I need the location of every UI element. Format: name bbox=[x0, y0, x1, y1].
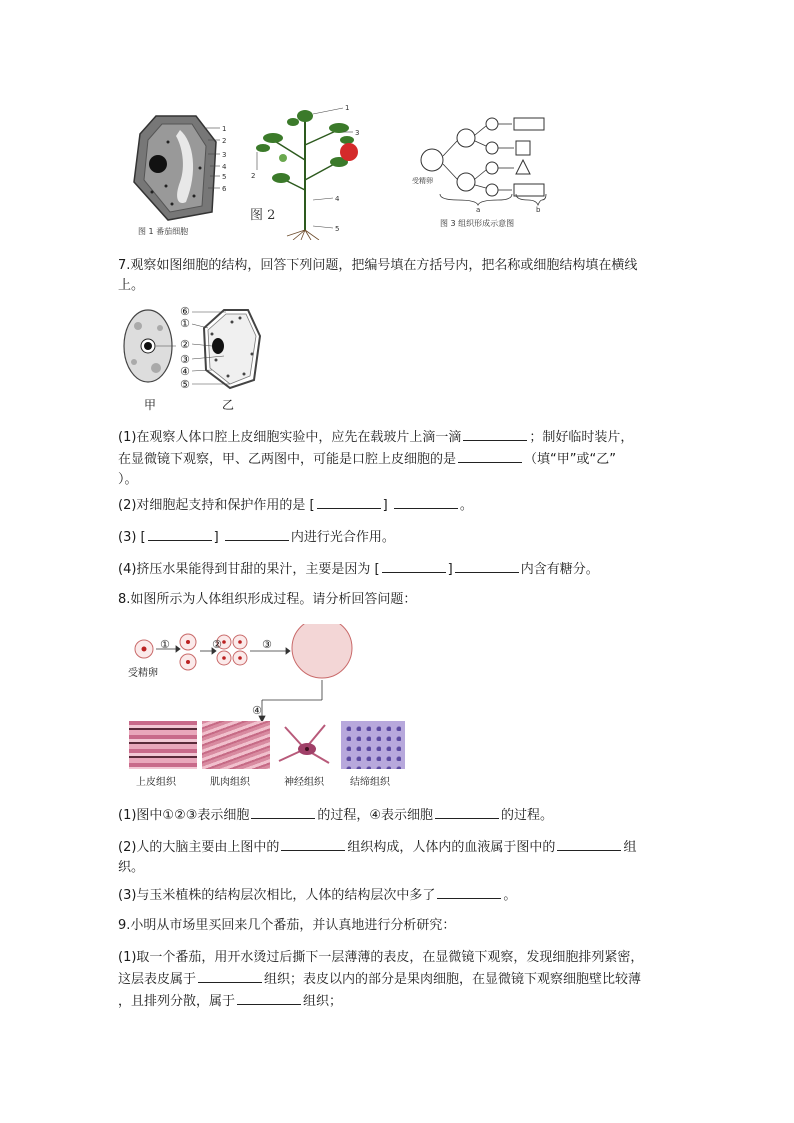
q7-p1-text-d: （填“甲”或“乙” bbox=[524, 452, 616, 467]
q8-stem: 8.如图所示为人体组织形成过程。请分析回答问题： bbox=[118, 592, 417, 607]
figure-3-egg-label: 受精卵 bbox=[412, 177, 433, 185]
q7-part-1 bbox=[118, 426, 678, 490]
q7-p4-text-b: ] bbox=[447, 562, 453, 577]
fig2-label-3: 3 bbox=[355, 129, 360, 137]
q7-label-1: ① bbox=[180, 317, 190, 330]
q7-p2-text-b: ] bbox=[382, 498, 388, 513]
q8-p2-text-d: 织。 bbox=[118, 860, 145, 875]
q7-p1-text-b: ；制好临时装片， bbox=[529, 430, 634, 445]
figure-1-tomato-cell bbox=[128, 112, 238, 227]
q7-p4-text-c: 内含有糖分。 bbox=[520, 562, 599, 577]
fig1-label-6: 6 bbox=[222, 185, 227, 193]
q8-p2-text-a: (2)人的大脑主要由上图中的 bbox=[118, 840, 280, 855]
q8-step-3: ③ bbox=[262, 638, 272, 651]
q8-p3-text-a: (3)与玉米植株的结构层次相比，人体的结构层次中多了 bbox=[118, 888, 436, 903]
q7-label-4: ④ bbox=[180, 365, 190, 378]
q7-p1-text-c: 在显微镜下观察，甲、乙两图中，可能是口腔上皮细胞的是 bbox=[118, 452, 457, 467]
q8-p3-blank[interactable] bbox=[437, 884, 501, 899]
q7-label-5: ⑤ bbox=[180, 378, 190, 391]
q8-tissue-nerve bbox=[275, 721, 339, 769]
fig1-label-4: 4 bbox=[222, 163, 227, 171]
q8-part-1 bbox=[118, 804, 678, 826]
figure-2-caption: 图 2 bbox=[250, 208, 276, 223]
q8-tissue-epithelial bbox=[129, 721, 197, 769]
q7-label-2: ② bbox=[180, 338, 190, 351]
q8-p1-text-b: 的过程，④表示细胞 bbox=[317, 808, 434, 823]
q9-p1-text-b: 这层表皮属于 bbox=[118, 972, 197, 987]
top-figures bbox=[118, 100, 678, 240]
figure-3-braces bbox=[438, 192, 548, 206]
q8-tissue-label-3: 神经组织 bbox=[284, 777, 324, 788]
q8-p1-text-a: (1)图中①②③表示细胞 bbox=[118, 808, 250, 823]
q7-p3-bracket-blank[interactable] bbox=[148, 526, 212, 541]
q7-p2-text-a: (2)对细胞起支持和保护作用的是 [ bbox=[118, 498, 315, 513]
q8-step-1: ① bbox=[160, 638, 170, 651]
fig1-label-3: 3 bbox=[222, 151, 227, 159]
q9-p1-text-c: 组织；表皮以内的部分是果肉细胞，在显微镜下观察细胞壁比较薄 bbox=[264, 972, 642, 987]
figure-1-caption: 图 1 番茄细胞 bbox=[138, 227, 189, 236]
q8-tissue-connective bbox=[341, 721, 405, 769]
q9-part-1 bbox=[118, 948, 678, 1012]
q7-p3-text-b: ] bbox=[213, 530, 219, 545]
q7-cell-diagram bbox=[120, 304, 280, 408]
q8-p1-blank-2[interactable] bbox=[435, 804, 499, 819]
nucleus bbox=[149, 155, 167, 173]
q7-label-6: ⑥ bbox=[180, 305, 190, 318]
fig1-label-1: 1 bbox=[222, 125, 227, 133]
q8-p2-text-b: 组织构成，人体内的血液属于图中的 bbox=[347, 840, 556, 855]
q7-p3-text-a: (3) [ bbox=[118, 530, 146, 545]
q8-p2-blank-1[interactable] bbox=[281, 836, 345, 851]
q7-p1-blank-1[interactable] bbox=[463, 426, 527, 441]
q8-p1-text-c: 的过程。 bbox=[501, 808, 554, 823]
q9-p1-blank-2[interactable] bbox=[237, 990, 301, 1005]
fig2-label-4: 4 bbox=[335, 195, 340, 203]
q8-part-2 bbox=[118, 836, 678, 878]
q8-p1-blank-1[interactable] bbox=[251, 804, 315, 819]
q8-step-4: ④ bbox=[252, 704, 262, 717]
q8-p3-text-b: 。 bbox=[503, 888, 517, 903]
tomato-fruit bbox=[340, 143, 358, 161]
q8-p2-blank-2[interactable] bbox=[557, 836, 621, 851]
q7-p2-name-blank[interactable] bbox=[394, 494, 458, 509]
q7-part-4 bbox=[118, 558, 678, 580]
figure-3-a-label: a bbox=[476, 206, 481, 214]
q7-p4-name-blank[interactable] bbox=[455, 558, 519, 573]
q7-stem-line2: 上。 bbox=[118, 278, 145, 293]
q7-p4-text-a: (4)挤压水果能得到甘甜的果汁，主要是因为 [ bbox=[118, 562, 380, 577]
fig2-label-1: 1 bbox=[345, 104, 350, 112]
q7-p1-blank-2[interactable] bbox=[458, 448, 522, 463]
q9-p1-text-d: ，且排列分散，属于 bbox=[118, 994, 236, 1009]
q7-part-3 bbox=[118, 526, 678, 548]
q7-p3-text-c: 内进行光合作用。 bbox=[290, 530, 395, 545]
q7-p2-text-c: 。 bbox=[459, 498, 473, 513]
fig1-label-5: 5 bbox=[222, 173, 227, 181]
q7-p4-bracket-blank[interactable] bbox=[382, 558, 446, 573]
q8-tissue-muscle bbox=[202, 721, 270, 769]
q8-tissue-label-4: 结缔组织 bbox=[350, 777, 390, 788]
q8-part-3 bbox=[118, 884, 678, 906]
q7-p1-text-a: (1)在观察人体口腔上皮细胞实验中，应先在载玻片上滴一滴 bbox=[118, 430, 462, 445]
q9-stem: 9.小明从市场里买回来几个番茄，并认真地进行分析研究： bbox=[118, 918, 456, 933]
q7-stem-line1: 7.观察如图细胞的结构，回答下列问题，把编号填在方括号内，把名称或细胞结构填在横线 bbox=[118, 258, 638, 273]
q7-p1-text-e: ）。 bbox=[118, 472, 138, 487]
q7-part-2 bbox=[118, 494, 678, 516]
q8-tissue-label-2: 肌肉组织 bbox=[210, 777, 250, 788]
fig2-label-5: 5 bbox=[335, 225, 340, 233]
q9-p1-text-e: 组织； bbox=[303, 994, 343, 1009]
q7-p3-name-blank[interactable] bbox=[225, 526, 289, 541]
cell-cluster bbox=[292, 624, 352, 678]
q7-label-yi: 乙 bbox=[222, 398, 235, 412]
q8-step-2: ② bbox=[212, 638, 222, 651]
q7-p2-bracket-blank[interactable] bbox=[317, 494, 381, 509]
fig2-label-2: 2 bbox=[251, 172, 256, 180]
q8-p2-text-c: 组 bbox=[623, 840, 637, 855]
figure-3-b-label: b bbox=[536, 206, 541, 214]
q9-p1-blank-1[interactable] bbox=[198, 968, 262, 983]
q7-label-jia: 甲 bbox=[144, 398, 157, 412]
q7-label-3: ③ bbox=[180, 353, 190, 366]
q9-p1-text-a: (1)取一个番茄，用开水烫过后撕下一层薄薄的表皮，在显微镜下观察，发现细胞排列紧密， bbox=[118, 950, 644, 965]
q8-egg-label: 受精卵 bbox=[128, 668, 158, 679]
figure-3-caption: 图 3 组织形成示意图 bbox=[440, 219, 515, 228]
q8-tissue-label-1: 上皮组织 bbox=[136, 777, 176, 788]
fig1-label-2: 2 bbox=[222, 137, 227, 145]
egg-cell bbox=[421, 149, 443, 171]
q7-stem bbox=[118, 256, 678, 296]
